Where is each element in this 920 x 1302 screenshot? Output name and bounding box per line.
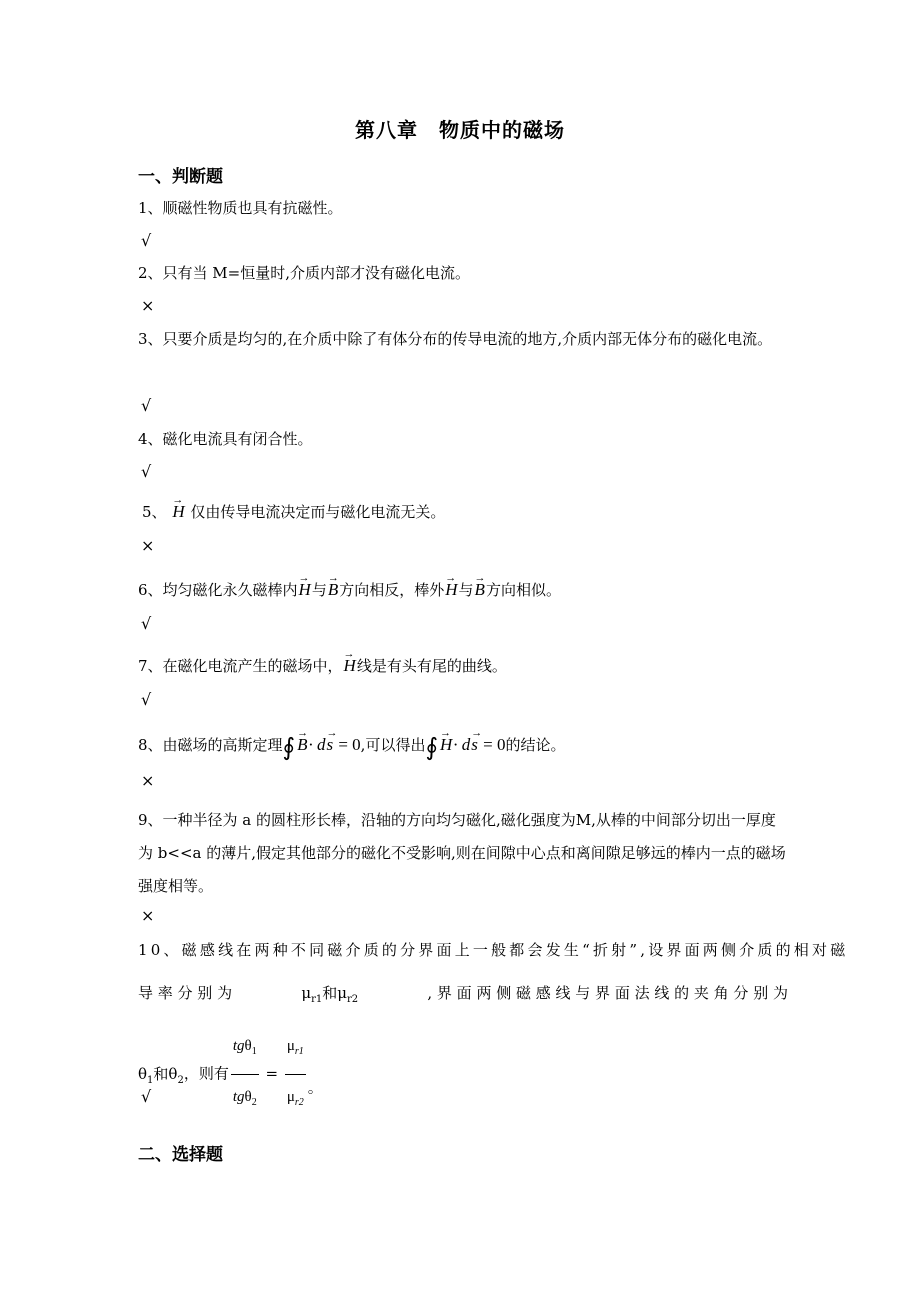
question-6-prefix: 6、均匀磁化永久磁棒内 — [138, 581, 298, 599]
question-3: 3、只要介质是均匀的,在介质中除了有体分布的传导电流的地方,介质内部无体分布的磁化电流。 — [138, 330, 773, 348]
question-8 — [138, 733, 566, 761]
b-vector-symbol: → B — [327, 580, 339, 600]
question-8-prefix: 8、由磁场的高斯定理 — [138, 736, 283, 754]
question-10-line3: $\theta_1$和$\theta_2$，则有 $\frac{tg\theta_1}{tg\theta_2}$ = $\frac{\mu_{r1}}{\mu_{r2}}$ 。 — [138, 1026, 323, 1123]
question-5 — [142, 502, 445, 522]
section-heading-judge: 一、判断题 — [138, 167, 223, 187]
contour-integral-icon: ∮ — [425, 733, 438, 761]
formula-dot-d: · d — [308, 735, 326, 754]
h-vector-symbol: → H — [298, 580, 312, 600]
question-7 — [138, 656, 507, 676]
question-6-mid1: 与 — [311, 581, 327, 599]
answer-6: √ — [141, 614, 152, 633]
answer-8: × — [141, 771, 155, 790]
question-7-prefix: 7、在磁化电流产生的磁场中， — [138, 657, 343, 675]
s-vector-symbol: → s — [470, 735, 479, 755]
theta-expression: $\theta_1$和$\theta_2$ — [138, 1064, 184, 1086]
h-vector-symbol: → H — [439, 735, 453, 755]
question-6-mid3: 与 — [458, 581, 474, 599]
question-2: 2、只有当 M=恒量时,介质内部才没有磁化电流。 — [138, 264, 471, 282]
b-vector-symbol: → B — [296, 735, 308, 755]
question-6 — [138, 580, 561, 600]
formula-equals-zero: = 0 — [478, 735, 506, 754]
b-vector-symbol: → B — [474, 580, 486, 600]
formula-equals-zero: = 0 — [334, 735, 361, 754]
question-10-period: 。 — [307, 1078, 323, 1097]
h-vector-symbol: → H — [171, 502, 185, 522]
answer-4: √ — [141, 462, 152, 481]
mu-ratio-fraction: $\frac{\mu_{r1}}{\mu_{r2}}$ — [285, 1026, 306, 1123]
question-8-mid: ,可以得出 — [360, 736, 426, 754]
question-1: 1、顺磁性物质也具有抗磁性。 — [138, 199, 343, 217]
question-10-then: ，则有 — [183, 1064, 229, 1083]
question-10-line2a: 导 率 分 别 为 — [138, 984, 233, 1002]
answer-5: × — [141, 536, 155, 555]
question-6-mid2: 方向相反，棒外 — [339, 581, 445, 599]
question-8-tail: 的结论。 — [505, 736, 566, 754]
formula-dot-d: · d — [453, 735, 471, 754]
section-heading-choice: 二、选择题 — [138, 1145, 223, 1165]
answer-7: √ — [141, 690, 152, 709]
answer-9: × — [141, 906, 155, 925]
page-title: 第八章 物质中的磁场 — [355, 118, 565, 142]
answer-3: √ — [141, 396, 152, 415]
answer-1: √ — [141, 231, 152, 250]
s-vector-symbol: → s — [325, 735, 334, 755]
question-10-line2b: , 界 面 两 侧 磁 感 线 与 界 面 法 线 的 夹 角 分 别 为 — [427, 984, 788, 1002]
question-10-line1: 10、磁感线在两种不同磁介质的分界面上一般都会发生“折射”,设界面两侧介质的相对磁 — [138, 941, 849, 959]
tangent-ratio-fraction: $\frac{tg\theta_1}{tg\theta_2}$ — [231, 1026, 259, 1123]
answer-10: √ — [141, 1087, 152, 1106]
question-5-text: 仅由传导电流决定而与磁化电流无关。 — [190, 503, 446, 521]
question-5-number: 5、 — [142, 503, 167, 521]
contour-integral-icon: ∮ — [282, 733, 296, 761]
answer-2: × — [141, 296, 155, 315]
question-4: 4、磁化电流具有闭合性。 — [138, 430, 313, 448]
question-7-text: 线是有头有尾的曲线。 — [356, 657, 507, 675]
h-vector-symbol: → H — [343, 656, 357, 676]
mu-r1-r2-expression: $\mu_{r1}$和$\mu_{r2}$ — [301, 984, 359, 1005]
question-10-line2 — [138, 983, 788, 1010]
question-9: 9、一种半径为 a 的圆柱形长棒，沿轴的方向均匀磁化,磁化强度为M,从棒的中间部分切出一厚度为 b<<a 的薄片,假定其他部分的磁化不受影响,则在间隙中心点和离间隙足够远的棒内一点的磁场强度相等。 — [138, 811, 786, 895]
question-6-tail: 方向相似。 — [485, 581, 561, 599]
h-vector-symbol: → H — [444, 580, 458, 600]
